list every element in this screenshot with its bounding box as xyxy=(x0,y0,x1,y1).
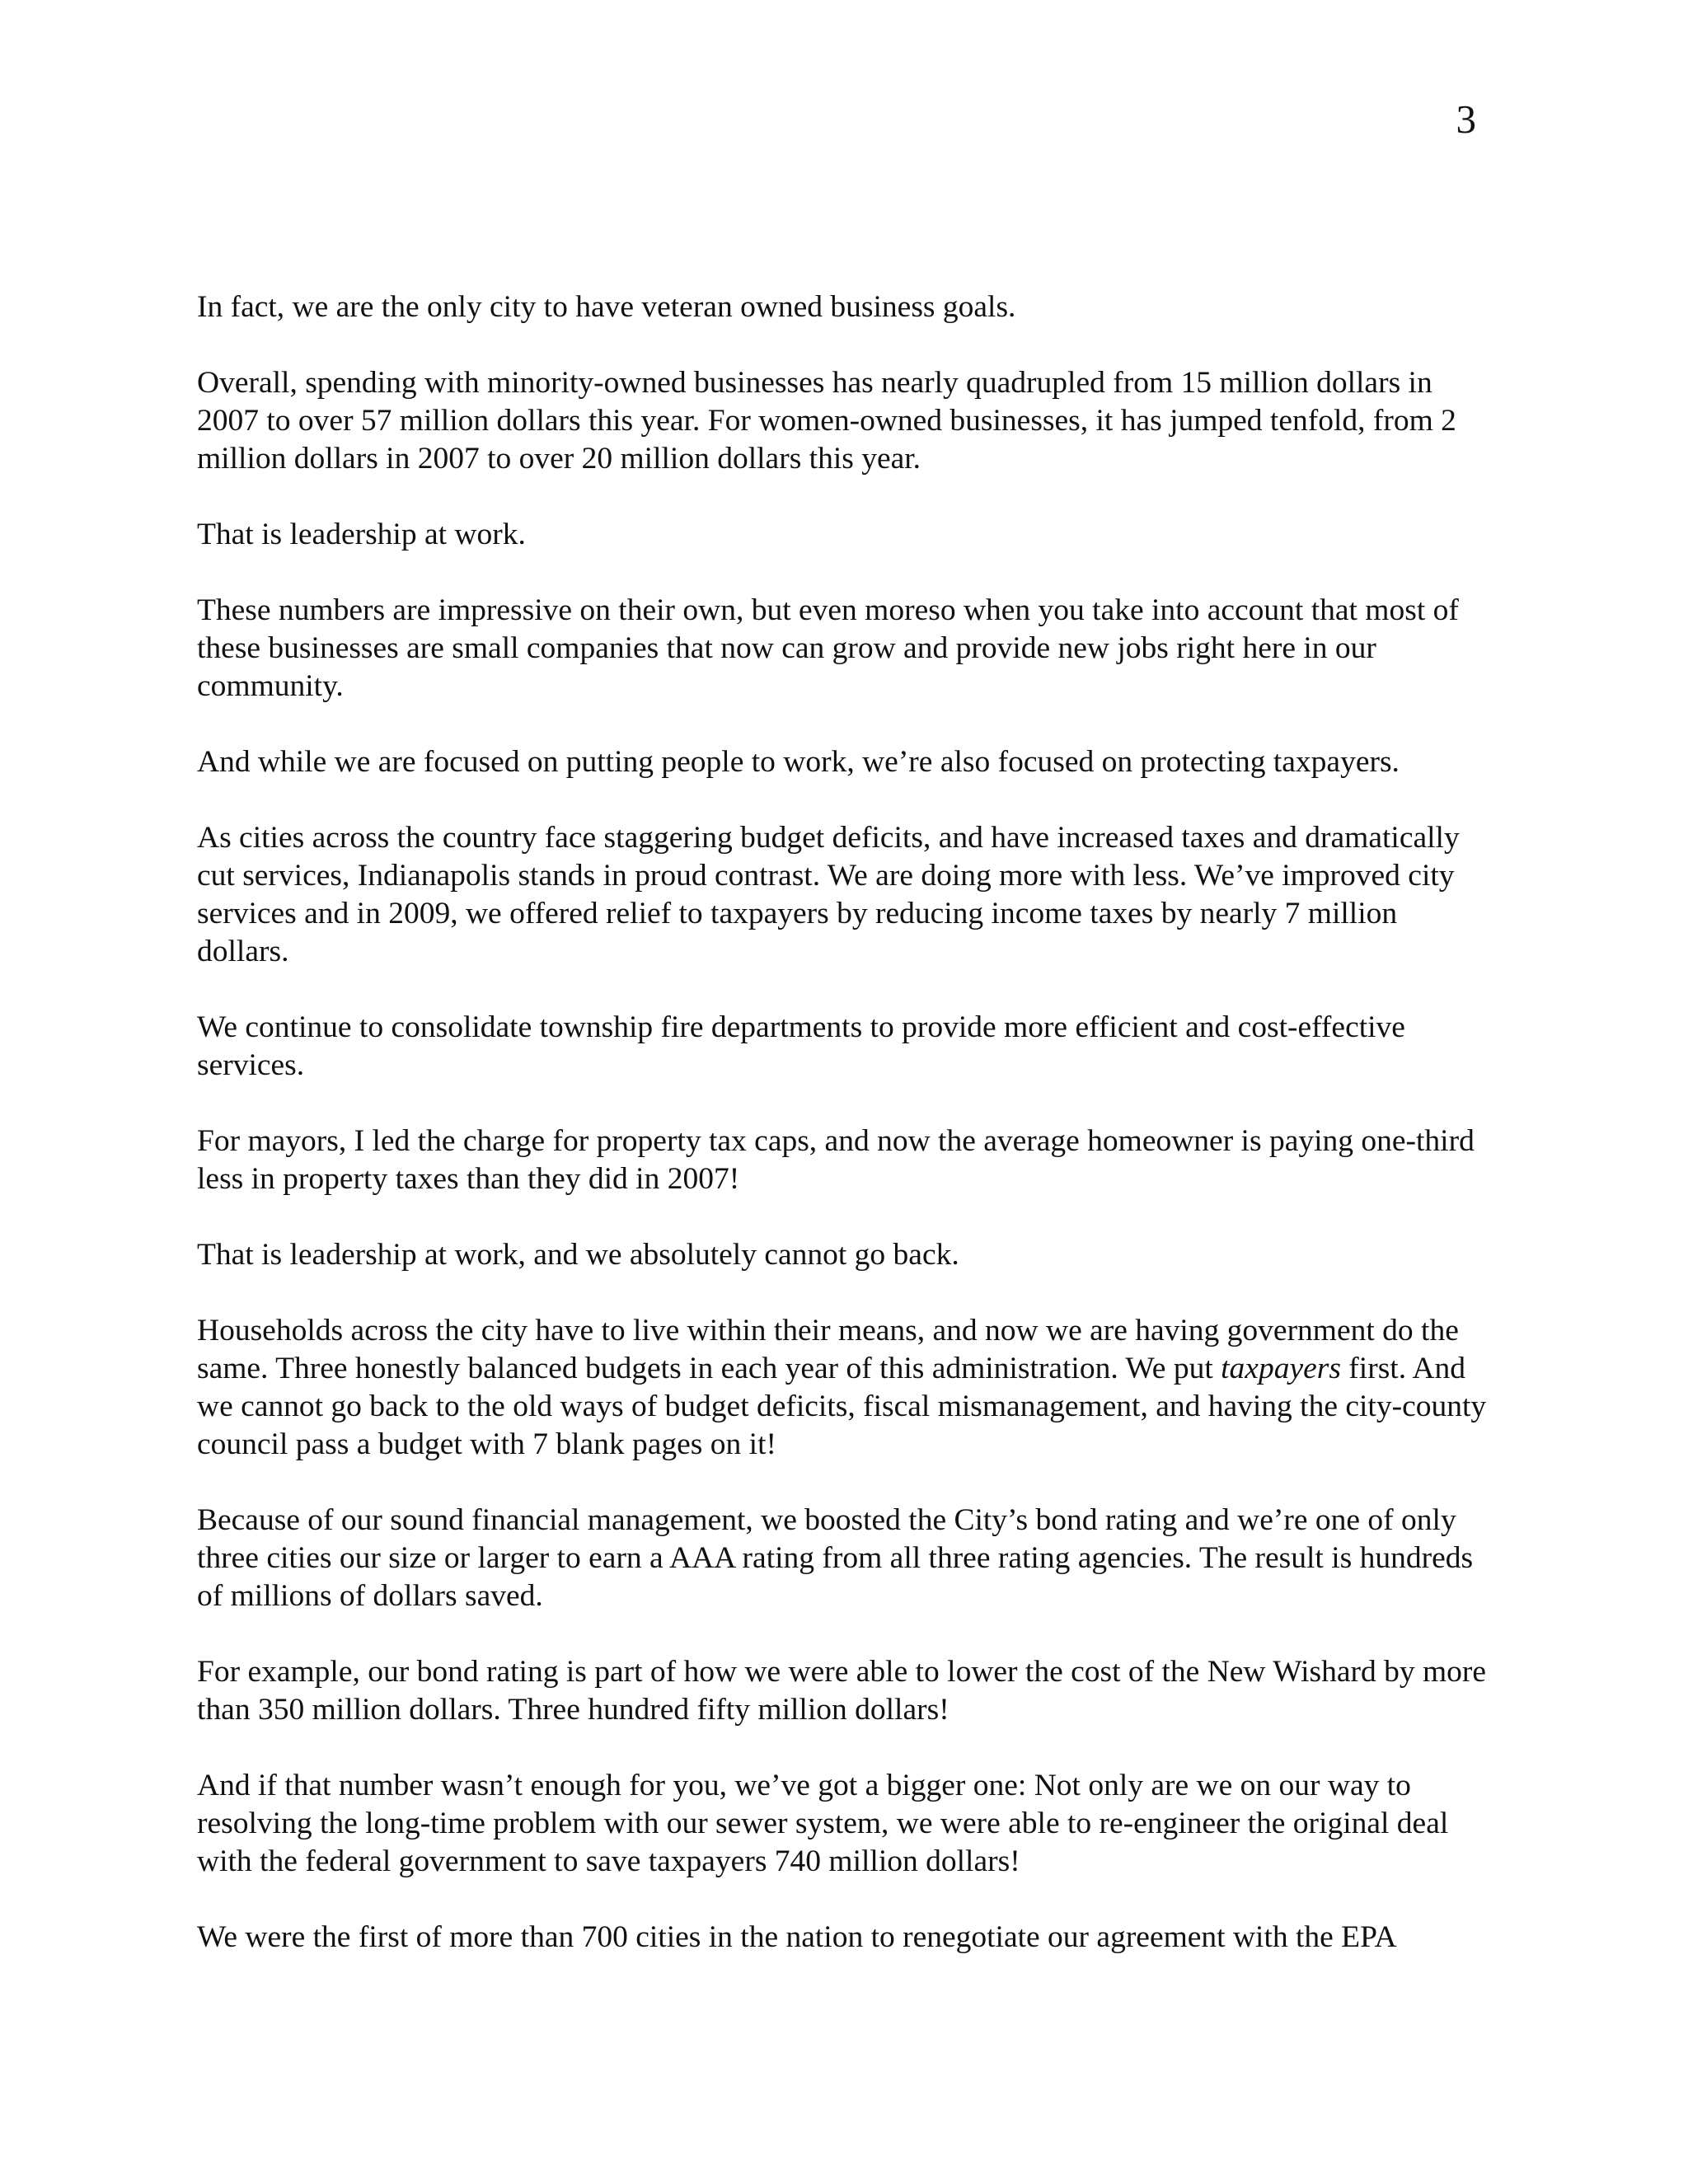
balanced-budgets-text-before: Households across the city have to live within their means, and now we are having government do the same. Three honestly balanced budgets in each year of this administration. We put xyxy=(197,1314,1459,1385)
paragraph-fire-departments: We continue to consolidate township fire departments to provide more efficient and cost-effective services. xyxy=(197,1010,1405,1082)
body-text xyxy=(197,288,1495,1957)
paragraph-protecting-taxpayers: And while we are focused on putting people to work, we’re also focused on protecting taxpayers. xyxy=(197,745,1400,779)
paragraph-leadership-2: That is leadership at work, and we absolutely cannot go back. xyxy=(197,1238,959,1272)
balanced-budgets-text-after: first. And we cannot go back to the old ways of budget deficits, fiscal mismanagement, and having the city-county council pass a budget with 7 blank pages on it! xyxy=(197,1352,1487,1461)
page-number: 3 xyxy=(1456,96,1476,142)
paragraph-budget-deficits: As cities across the country face staggering budget deficits, and have increased taxes and dramatically cut services, Indianapolis stands in proud contrast. We are doing more with less. We’ve improved city services and in 2009, we offered relief to taxpayers by reducing income taxes by nearly 7 million dollars. xyxy=(197,821,1460,968)
paragraph-epa-agreement: We were the first of more than 700 cities in the nation to renegotiate our agreement with the EPA xyxy=(197,1920,1397,1954)
paragraph-small-companies: These numbers are impressive on their own, but even moreso when you take into account that most of these businesses are small companies that now can grow and provide new jobs right here in our community. xyxy=(197,593,1459,703)
paragraph-sewer-system: And if that number wasn’t enough for you, we’ve got a bigger one: Not only are we on our way to resolving the long-time problem with our sewer system, we were able to re-engineer the original deal with the federal government to save taxpayers 740 million dollars! xyxy=(197,1769,1449,1878)
paragraph-minority-spending: Overall, spending with minority-owned businesses has nearly quadrupled from 15 million dollars in 2007 to over 57 million dollars this year. For women-owned businesses, it has jumped tenfold, from 2 million dollars in 2007 to over 20 million dollars this year. xyxy=(197,366,1456,476)
paragraph-veteran-goals: In fact, we are the only city to have veteran owned business goals. xyxy=(197,290,1016,324)
paragraph-leadership-1: That is leadership at work. xyxy=(197,518,526,551)
paragraph-property-tax-caps: For mayors, I led the charge for property tax caps, and now the average homeowner is paying one-third less in property taxes than they did in 2007! xyxy=(197,1124,1475,1196)
taxpayers-emphasis: taxpayers xyxy=(1221,1352,1341,1385)
paragraph-new-wishard: For example, our bond rating is part of how we were able to lower the cost of the New Wishard by more than 350 million dollars. Three hundred fifty million dollars! xyxy=(197,1655,1487,1727)
paragraph-bond-rating: Because of our sound financial management, we boosted the City’s bond rating and we’re one of only three cities our size or larger to earn a AAA rating from all three rating agencies. The result is hundreds of millions of dollars saved. xyxy=(197,1503,1474,1613)
paragraph-balanced-budgets xyxy=(197,1312,1495,1464)
